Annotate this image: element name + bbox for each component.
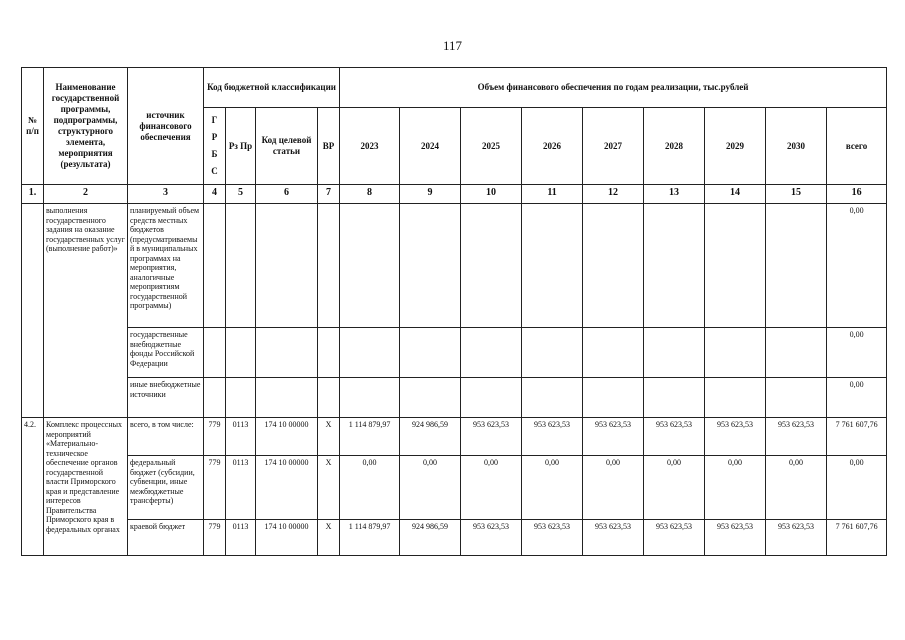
- row-rzpr-cell: 0113: [226, 520, 256, 556]
- header-year: 2023: [340, 108, 400, 185]
- row-vr-cell: Х: [318, 456, 340, 520]
- header-grbs: [204, 108, 226, 185]
- row-year-cell: 1 114 879,97: [340, 520, 400, 556]
- row-rzpr-cell: 0113: [226, 418, 256, 456]
- header-name: Наименование государственной программы, подпрограммы, структурного элемента, мероприятия (результата): [44, 68, 128, 185]
- row-total-cell: 0,00: [827, 456, 887, 520]
- row-year-cell: 953 623,53: [522, 418, 583, 456]
- table-row: [22, 418, 887, 456]
- header-year: 2027: [583, 108, 644, 185]
- column-number: 3: [128, 185, 204, 204]
- row-year-cell: 0,00: [400, 456, 461, 520]
- column-number: 10: [461, 185, 522, 204]
- column-number: 14: [705, 185, 766, 204]
- row-year-cell: 953 623,53: [461, 418, 522, 456]
- column-number: 1.: [22, 185, 44, 204]
- row-csr-cell: 174 10 00000: [256, 520, 318, 556]
- header-year: 2025: [461, 108, 522, 185]
- row-grbs-cell: 779: [204, 456, 226, 520]
- column-numbers-row: [22, 185, 887, 204]
- row-source-cell: иные внебюджетные источники: [128, 378, 204, 418]
- table-row: [22, 520, 887, 556]
- header-grbs-letter: Г: [211, 115, 218, 125]
- row-rzpr-cell: 0113: [226, 456, 256, 520]
- header-source: источник финансового обеспечения: [128, 68, 204, 185]
- row-total-cell: 0,00: [827, 204, 887, 328]
- header-total: всего: [827, 108, 887, 185]
- row-source-cell: федеральный бюджет (субсидии, субвенции, иные межбюджетные трансферты): [128, 456, 204, 520]
- financing-table: [21, 67, 887, 556]
- column-number: 5: [226, 185, 256, 204]
- row-vr-cell: Х: [318, 418, 340, 456]
- row-year-cell: 953 623,53: [766, 418, 827, 456]
- column-number: 6: [256, 185, 318, 204]
- header-target-code: Код целевой статьи: [256, 108, 318, 185]
- header-year: 2028: [644, 108, 705, 185]
- row-year-cell: 0,00: [340, 456, 400, 520]
- row-total-cell: 7 761 607,76: [827, 520, 887, 556]
- column-number: 9: [400, 185, 461, 204]
- row-csr-cell: 174 10 00000: [256, 456, 318, 520]
- row-source-cell: краевой бюджет: [128, 520, 204, 556]
- column-number: 15: [766, 185, 827, 204]
- table-row: [22, 204, 887, 328]
- header-grbs-letter: Б: [211, 149, 218, 159]
- column-number: 7: [318, 185, 340, 204]
- row-year-cell: 0,00: [522, 456, 583, 520]
- header-num: № п/п: [22, 68, 44, 185]
- header-grbs-letter: С: [211, 166, 218, 176]
- row-source-cell: планируемый объем средств местных бюджетов (предусматриваемы й в муниципальных программах на мероприятия, аналогичные мероприятиям государственной программы): [128, 204, 204, 328]
- row-year-cell: 924 986,59: [400, 418, 461, 456]
- header-year: 2024: [400, 108, 461, 185]
- header-vr: ВР: [318, 108, 340, 185]
- table-row: [22, 328, 887, 378]
- row-year-cell: 0,00: [583, 456, 644, 520]
- row-csr-cell: 174 10 00000: [256, 418, 318, 456]
- row-year-cell: 0,00: [644, 456, 705, 520]
- table-row: [22, 378, 887, 418]
- row-source-cell: всего, в том числе:: [128, 418, 204, 456]
- header-rzpr: Рз Пр: [226, 108, 256, 185]
- row-name-cell: выполнения государственного задания на оказание государственных услуг (выполнение работ)»: [44, 204, 128, 418]
- header-year: 2029: [705, 108, 766, 185]
- row-vr-cell: Х: [318, 520, 340, 556]
- row-year-cell: 953 623,53: [461, 520, 522, 556]
- column-number: 16: [827, 185, 887, 204]
- row-year-cell: 953 623,53: [583, 418, 644, 456]
- row-year-cell: 953 623,53: [583, 520, 644, 556]
- row-source-cell: государственные внебюджетные фонды Российской Федерации: [128, 328, 204, 378]
- column-number: 2: [44, 185, 128, 204]
- header-funding: Объем финансового обеспечения по годам реализации, тыс.рублей: [340, 68, 887, 108]
- row-year-cell: 953 623,53: [522, 520, 583, 556]
- row-year-cell: 953 623,53: [644, 418, 705, 456]
- row-total-cell: 0,00: [827, 378, 887, 418]
- table-row: [22, 456, 887, 520]
- row-grbs-cell: 779: [204, 418, 226, 456]
- header-year: 2030: [766, 108, 827, 185]
- header-grbs-letter: Р: [211, 132, 218, 142]
- column-number: 12: [583, 185, 644, 204]
- row-year-cell: 953 623,53: [644, 520, 705, 556]
- row-total-cell: 0,00: [827, 328, 887, 378]
- header-year: 2026: [522, 108, 583, 185]
- row-year-cell: 953 623,53: [705, 520, 766, 556]
- row-year-cell: 953 623,53: [766, 520, 827, 556]
- row-name-cell: Комплекс процессных мероприятий «Материально-техническое обеспечение органов государственной власти Приморского края и представление интересов Правительства Приморского края в федеральных органах: [44, 418, 128, 556]
- row-num-cell: [22, 204, 44, 418]
- row-grbs-cell: 779: [204, 520, 226, 556]
- row-year-cell: 0,00: [461, 456, 522, 520]
- row-year-cell: 953 623,53: [705, 418, 766, 456]
- row-year-cell: 1 114 879,97: [340, 418, 400, 456]
- row-year-cell: 0,00: [705, 456, 766, 520]
- column-number: 4: [204, 185, 226, 204]
- row-year-cell: 924 986,59: [400, 520, 461, 556]
- row-total-cell: 7 761 607,76: [827, 418, 887, 456]
- column-number: 13: [644, 185, 705, 204]
- column-number: 8: [340, 185, 400, 204]
- row-year-cell: 0,00: [766, 456, 827, 520]
- header-budget-code: Код бюджетной классификации: [204, 68, 340, 108]
- row-num-cell: 4.2.: [22, 418, 44, 556]
- column-number: 11: [522, 185, 583, 204]
- page-number: 117: [442, 38, 463, 53]
